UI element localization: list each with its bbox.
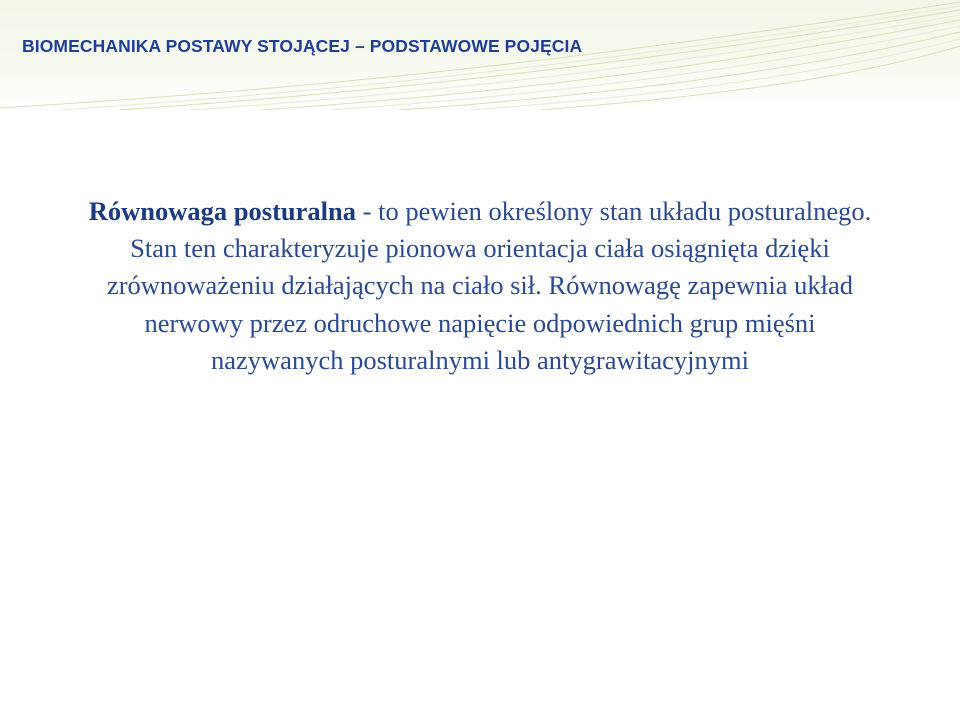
definition-term: Równowaga posturalna: [88, 196, 357, 226]
definition-paragraph: [80, 193, 880, 379]
definition-text: - to pewien określony stan układu posturalnego. Stan ten charakteryzuje pionowa orientacja ciała osiągnięta dzięki zrównoważeniu działających na ciało sił. Równowagę zapewnia układ nerwowy przez odruchowe napięcie odpowiednich grup mięśni nazywanych posturalnymi lub antygrawitacyjnymi: [106, 196, 872, 375]
slide-title: BIOMECHANIKA POSTAWY STOJĄCEJ – PODSTAWOWE POJĘCIA: [22, 36, 583, 56]
